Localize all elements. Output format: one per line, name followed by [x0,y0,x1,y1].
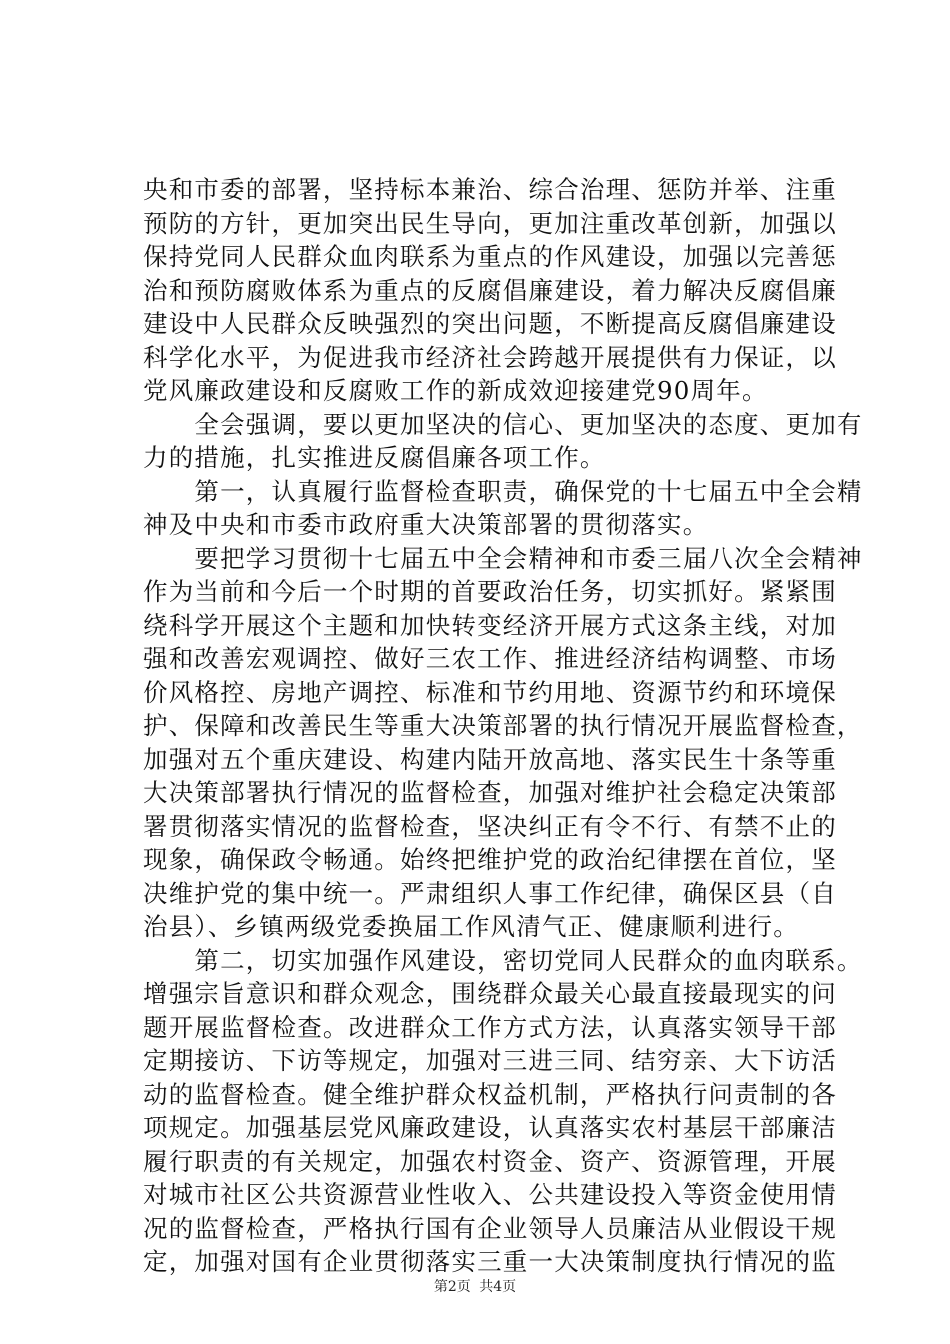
text-line: 况的监督检查，严格执行国有企业领导人员廉洁从业假设干规 [143,1213,837,1243]
text-line: 要把学习贯彻十七届五中全会精神和市委三届八次全会精神 [143,543,863,573]
text-line: 作为当前和今后一个时期的首要政治任务，切实抓好。紧紧围 [143,577,837,606]
text-line: 定，加强对国有企业贯彻落实三重一大决策制度执行情况的监 [143,1247,837,1276]
text-line: 力的措施，扎实推进反腐倡廉各项工作。 [143,443,606,472]
text-line: 绕科学开展这个主题和加快转变经济开展方式这条主线，对加 [143,610,837,640]
text-line: 科学化水平，为促进我市经济社会跨越开展提供有力保证，以 [143,342,837,372]
text-line: 价风格控、房地产调控、标准和节约用地、资源节约和环境保 [143,677,837,707]
text-line: 护、保障和改善民生等重大决策部署的执行情况开展监督检查， [143,711,863,740]
text-line: 动的监督检查。健全维护群众权益机制，严格执行问责制的各 [143,1079,837,1109]
text-line: 第一，认真履行监督检查职责，确保党的十七届五中全会精 [143,476,863,506]
text-line: 决维护党的集中统一。严肃组织人事工作纪律，确保区县（自 [143,878,837,908]
text-line: 强和改善宏观调控、做好三农工作、推进经济结构调整、市场 [143,644,837,673]
document-body [143,173,863,1279]
text-line: 建设中人民群众反映强烈的突出问题，不断提高反腐倡廉建设 [143,309,837,338]
text-line: 第二，切实加强作风建设，密切党同人民群众的血肉联系。 [143,945,863,975]
text-line: 全会强调，要以更加坚决的信心、更加坚决的态度、更加有 [143,409,863,439]
text-line: 大决策部署执行情况的监督检查，加强对维护社会稳定决策部 [143,778,837,807]
text-line: 党风廉政建设和反腐败工作的新成效迎接建党90周年。 [143,376,768,405]
text-line: 保持党同人民群众血肉联系为重点的作风建设，加强以完善惩 [143,242,837,271]
page-footer [0,1276,950,1296]
text-line: 对城市社区公共资源营业性收入、公共建设投入等资金使用情 [143,1180,837,1209]
page-total: 共4页 [479,1279,517,1295]
text-line: 预防的方针，更加突出民生导向，更加注重改革创新，加强以 [143,208,837,238]
text-line: 署贯彻落实情况的监督检查，坚决纠正有令不行、有禁不止的 [143,811,837,841]
text-line: 现象，确保政令畅通。始终把维护党的政治纪律摆在首位，坚 [143,845,837,874]
text-line: 治和预防腐败体系为重点的反腐倡廉建设，着力解决反腐倡廉 [143,275,837,305]
text-line: 加强对五个重庆建设、构建内陆开放高地、落实民生十条等重 [143,744,837,774]
page-number: 第2页 [433,1279,471,1295]
text-line: 项规定。加强基层党风廉政建设，认真落实农村基层干部廉洁 [143,1113,837,1142]
text-line: 定期接访、下访等规定，加强对三进三同、结穷亲、大下访活 [143,1046,837,1075]
text-line: 题开展监督检查。改进群众工作方式方法，认真落实领导干部 [143,1012,837,1042]
text-line: 增强宗旨意识和群众观念，围绕群众最关心最直接最现实的问 [143,979,837,1008]
text-line: 履行职责的有关规定，加强农村资金、资产、资源管理，开展 [143,1146,837,1176]
text-line: 央和市委的部署，坚持标本兼治、综合治理、惩防并举、注重 [143,175,837,204]
text-line: 治县）、乡镇两级党委换届工作风清气正、健康顺利进行。 [143,912,799,941]
text-line: 神及中央和市委市政府重大决策部署的贯彻落实。 [143,510,709,539]
